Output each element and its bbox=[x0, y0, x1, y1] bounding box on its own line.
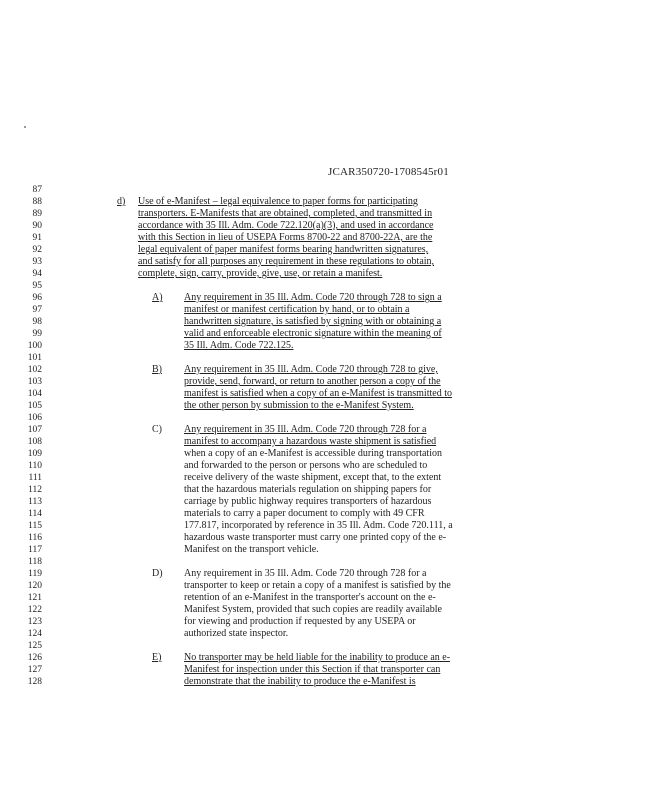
line-number: 128 bbox=[27, 677, 42, 687]
line-number: 127 bbox=[27, 665, 42, 675]
line-number: 119 bbox=[28, 569, 42, 579]
line-number: 120 bbox=[27, 581, 42, 591]
line-number: 103 bbox=[27, 377, 42, 387]
line-number: 102 bbox=[27, 365, 42, 375]
line-number: 95 bbox=[32, 281, 42, 291]
item-d-line: authorized state inspector. bbox=[184, 628, 289, 639]
line-number: 101 bbox=[27, 353, 42, 363]
item-c-label: C) bbox=[152, 424, 162, 435]
item-a-label: A) bbox=[152, 292, 163, 303]
line-number: 106 bbox=[27, 413, 42, 423]
line-number: 97 bbox=[32, 305, 42, 315]
line-number: 125 bbox=[27, 641, 42, 651]
line-number: 100 bbox=[27, 341, 42, 351]
item-c-line: receive delivery of the waste shipment, except that, to the extent bbox=[184, 472, 442, 483]
line-number: 121 bbox=[27, 593, 42, 603]
line-number: 93 bbox=[32, 257, 42, 267]
line-number: 115 bbox=[28, 521, 42, 531]
item-d-line: for viewing and production if requested by any USEPA or bbox=[184, 616, 416, 627]
item-b-line: manifest is satisfied when a copy of an e-Manifest is transmitted to bbox=[184, 388, 452, 399]
line-number: 124 bbox=[27, 629, 42, 639]
item-d-label: D) bbox=[152, 568, 163, 579]
document-header-id: JCAR350720-1708545r01 bbox=[328, 166, 449, 178]
line-number: 94 bbox=[32, 269, 42, 279]
item-e-line: Manifest for inspection under this Section if that transporter can bbox=[184, 664, 441, 675]
line-number: 107 bbox=[27, 425, 42, 435]
item-b-label: B) bbox=[152, 364, 162, 375]
item-c-line: 177.817, incorporated by reference in 35 Ill. Adm. Code 720.111, a bbox=[184, 520, 453, 531]
item-c-line: and forwarded to the person or persons who are scheduled to bbox=[184, 460, 428, 471]
line-number: 105 bbox=[27, 401, 42, 411]
line-number: 87 bbox=[32, 185, 42, 195]
item-b-line: provide, send, forward, or return to another person a copy of the bbox=[184, 376, 441, 387]
section-d-line: complete, sign, carry, provide, give, use, or retain a manifest. bbox=[138, 268, 383, 279]
item-c-line: Any requirement in 35 Ill. Adm. Code 720 through 728 for a bbox=[184, 424, 427, 435]
section-d-line: transporters. E-Manifests that are obtained, completed, and transmitted in bbox=[138, 208, 433, 219]
section-d-line: accordance with 35 Ill. Adm. Code 722.120(a)(3), and used in accordance bbox=[138, 220, 434, 231]
line-number: 118 bbox=[28, 557, 42, 567]
line-number: 116 bbox=[28, 533, 42, 543]
line-number: 91 bbox=[32, 233, 42, 243]
item-c-line: Manifest on the transport vehicle. bbox=[184, 544, 319, 555]
item-c-line: when a copy of an e-Manifest is accessible during transportation bbox=[184, 448, 442, 459]
line-number: 88 bbox=[32, 197, 42, 207]
item-d-line: Manifest System, provided that such copies are readily available bbox=[184, 604, 442, 615]
line-number: 122 bbox=[27, 605, 42, 615]
item-a-line: manifest or manifest certification by hand, or to obtain a bbox=[184, 304, 410, 315]
item-e-line: No transporter may be held liable for the inability to produce an e- bbox=[184, 652, 451, 663]
item-c-line: manifest to accompany a hazardous waste shipment is satisfied bbox=[184, 436, 437, 447]
item-b-line: Any requirement in 35 Ill. Adm. Code 720 through 728 to give, bbox=[184, 364, 438, 375]
item-b-line: the other person by submission to the e-Manifest System. bbox=[184, 400, 414, 411]
line-number: 104 bbox=[27, 389, 42, 399]
item-a-line: Any requirement in 35 Ill. Adm. Code 720 through 728 to sign a bbox=[184, 292, 442, 303]
section-d-label: d) bbox=[117, 196, 126, 207]
line-number: 123 bbox=[27, 617, 42, 627]
line-number: 98 bbox=[32, 317, 42, 327]
item-c-line: carriage by public highway requires transporters of hazardous bbox=[184, 496, 432, 507]
line-number: 117 bbox=[28, 545, 42, 555]
line-number: 90 bbox=[32, 221, 42, 231]
line-number: 99 bbox=[32, 329, 42, 339]
item-c-line: that the hazardous materials regulation on shipping papers for bbox=[184, 484, 432, 495]
line-number: 111 bbox=[28, 473, 42, 483]
line-number: 113 bbox=[28, 497, 42, 507]
item-a-line: handwritten signature, is satisfied by signing with or obtaining a bbox=[184, 316, 442, 327]
line-number: 109 bbox=[27, 449, 42, 459]
item-e-label: E) bbox=[152, 652, 162, 663]
line-number: 126 bbox=[27, 653, 42, 663]
item-e-line: demonstrate that the inability to produce the e-Manifest is bbox=[184, 676, 416, 687]
item-d-line: transporter to keep or retain a copy of a manifest is satisfied by the bbox=[184, 580, 451, 591]
item-a-line: 35 Ill. Adm. Code 722.125. bbox=[184, 340, 294, 351]
item-c-line: hazardous waste transporter must carry one printed copy of the e- bbox=[184, 532, 447, 543]
line-number: 112 bbox=[28, 485, 42, 495]
scan-speck bbox=[24, 126, 26, 128]
item-a-line: valid and enforceable electronic signature within the meaning of bbox=[184, 328, 442, 339]
item-c-line: materials to carry a paper document to comply with 49 CFR bbox=[184, 508, 425, 519]
line-number: 92 bbox=[32, 245, 42, 255]
line-number: 110 bbox=[28, 461, 42, 471]
section-d-line: with this Section in lieu of USEPA Forms 8700-22 and 8700-22A, are the bbox=[138, 232, 433, 243]
section-d-line: legal equivalent of paper manifest forms bearing handwritten signatures, bbox=[138, 244, 429, 255]
line-number: 89 bbox=[32, 209, 42, 219]
section-d-line: and satisfy for all purposes any requirement in these regulations to obtain, bbox=[138, 256, 435, 267]
item-d-line: retention of an e-Manifest in the transporter's account on the e- bbox=[184, 592, 436, 603]
line-number: 108 bbox=[27, 437, 42, 447]
line-number: 114 bbox=[28, 509, 42, 519]
item-d-line: Any requirement in 35 Ill. Adm. Code 720 through 728 for a bbox=[184, 568, 427, 579]
section-d-line: Use of e-Manifest – legal equivalence to paper forms for participating bbox=[138, 196, 418, 207]
line-number: 96 bbox=[32, 293, 42, 303]
